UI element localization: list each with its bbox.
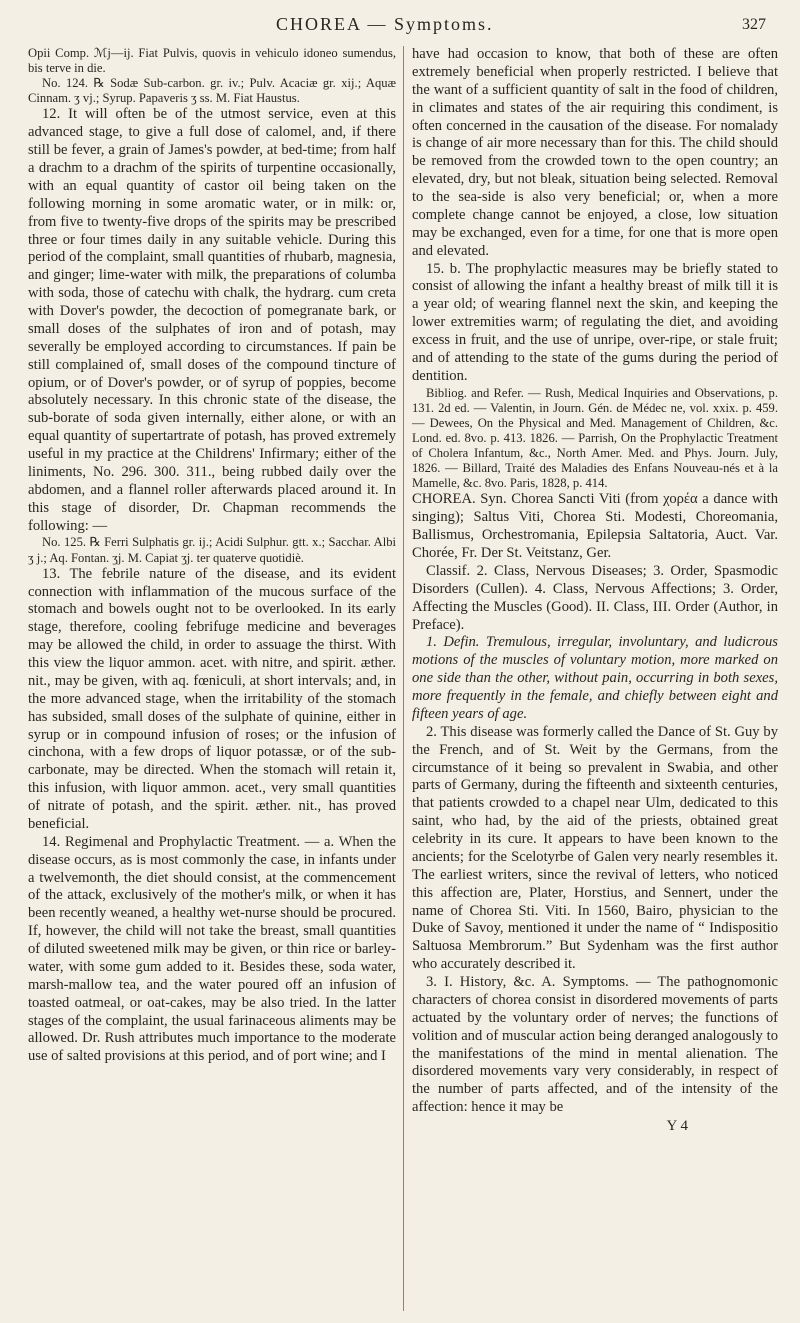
paragraph: No. 124. ℞ Sodæ Sub-carbon. gr. iv.; Pulv. Acaciæ gr. xij.; Aquæ Cinnam. ʒ vj.; Syrup. Papaveris ʒ ss. M. Fiat Haustus.	[28, 76, 396, 106]
left-column	[28, 46, 396, 1066]
paragraph: 3. I. History, &c. A. Symptoms. — The pathognomonic characters of chorea consist in disordered movements of parts actuated by the voluntary order of nerves; the functions of volition and of muscular action being deranged analogously to the manifestations of the mind in mental alienation. The disordered movements vary very considerably, in respect of the number of parts affected, and of the intensity of the affection: hence it may be	[412, 974, 778, 1116]
paragraph: have had occasion to know, that both of these are often extremely beneficial when properly restricted. I believe that the want of a sufficient quantity of salt in the food of children, in climates and states of the air requiring this condiment, is often concerned in the causation of the disease. For nomalady is change of air more necessary than for this. The child should be removed from the crowded town to the open country; an elevated, dry, but not bleak, situation being selected. Removal to the sea-side is also very beneficial; or, when a more complete change cannot be enjoyed, a close, low situation may be exchanged, even for a time, for one that is more open and elevated.	[412, 46, 778, 259]
page-header	[0, 10, 800, 40]
paragraph: No. 125. ℞ Ferri Sulphatis gr. ij.; Acidi Sulphur. gtt. x.; Sacchar. Albi ʒ j.; Aq. Fontan. ʒj. M. Capiat ʒj. ter quaterve quotidiè.	[28, 535, 396, 565]
paragraph: 15. b. The prophylactic measures may be briefly stated to consist of allowing the infant a healthy breast of milk till it is a year old; of wearing flannel next the skin, and keeping the lower extremities warm; of regulating the diet, and avoiding excess in fruit, and the use of unripe, over-ripe, or stale fruit; and of attending to the state of the gums during the period of dentition.	[412, 260, 778, 384]
column-divider	[403, 46, 404, 1311]
paragraph: 14. Regimenal and Prophylactic Treatment. — a. When the disease occurs, as is most commonly the case, in infants under a twelvemonth, the diet should consist, at the commencement of the attack, exclusively of the mother's milk, or when it has been recently weaned, a healthy wet-nurse should be procured. If, however, the child will not take the breast, small quantities of diluted sweetened milk may be given, or thin rice or barley-water, with some gum added to it. Besides these, soda water, marsh-mallow tea, and the water poured off an infusion of toasted oatmeal, or oat-cakes, may be also tried. In the latter stages of the complaint, the usual farinaceous aliments may be allowed. Dr. Rush attributes much importance to the moderate use of salted provisions at this period, and of port wine; and I	[28, 833, 396, 1065]
paragraph: Y 4	[666, 1118, 688, 1135]
right-column	[412, 46, 778, 1135]
paragraph: CHOREA. Syn. Chorea Sancti Viti (from χορέα a dance with singing); Saltus Viti, Chorea Sti. Modesti, Choreomania, Ballismus, Orchestromania, Epilepsia Saltatoria, Auct. Var. Chorée, Fr. Der St. Veitstanz, Ger.	[412, 491, 778, 562]
paragraph: 12. It will often be of the utmost service, even at this advanced stage, to give a full dose of calomel, and, if there still be fever, a grain of James's powder, at bed-time; from half a drachm to a drachm of the spirits of turpentine occasionally, with an equal quantity of castor oil being taken on the following morning in some aromatic water, or in milk: or, from five to twenty-five drops of the spirits may be prescribed three or four times daily in any suitable vehicle. During this period of the complaint, small quantities of rhubarb, magnesia, and ginger; lime-water with milk, the preparations of columba with soda, those of catechu with chalk, the hydrarg. cum creta with Dover's powder, the decoction of pomegranate bark, or small doses of the sulphates of iron and of potash, may severally be employed according to circumstances. If pain be still complained of, small doses of the compound tincture of opium, or of Dover's powder, or of syrup of poppies, become absolutely necessary. In this chronic state of the disease, the sub-borate of soda given internally, either alone, or with an equal quantity of supertartrate of potash, has proved extremely useful in my practice at the Childrens' Infirmary; either of the liniments, No. 296. 300. 311., being rubbed daily over the abdomen, and a flannel roller afterwards placed around it. In this stage of disorder, Dr. Chapman recommends the following: —	[28, 106, 396, 534]
paragraph: 13. The febrile nature of the disease, and its evident connection with inflammation of the mucous surface of the stomach and bowels ought not to be overlooked. In its early stage, therefore, cooling febrifuge medicine and beverages may be allowed the child, in order to assuage the thirst. With this view the liquor ammon. acet. with nitre, and spirit. æther. nit., may be given, with aq. fœniculi, at short intervals; and, in the more advanced stage, when the irritability of the stomach has subsided, small doses of the sulphate of quinine, either in syrup or in compound infusion of roses; or the infusion of cinchona, with a few drops of liquor potassæ, or of the sub-carbonate, may be directed. When the stomach will retain it, this infusion, with liquor ammon. acet., very small quantities of nitrate of potash, and the spirit. æther. nit., has proved beneficial.	[28, 565, 396, 832]
running-title: CHOREA — Symptoms.	[276, 14, 494, 34]
paragraph: Bibliog. and Refer. — Rush, Medical Inquiries and Observations, p. 131. 2d ed. — Valentin, in Journ. Gén. de Médec ne, vol. xxix. p. 459. — Dewees, On the Physical and Med. Management of Children, &c. Lond. ed. 8vo. p. 413. 1826. — Parrish, On the Prophylactic Treatment of Cholera Infantum, &c., North Amer. Med. and Phys. Journ. July, 1826. — Billard, Traité des Maladies des Enfans Nouveau-nés et à la Mamelle, &c. 8vo. Paris, 1828, p. 414.	[412, 385, 778, 491]
paragraph: Opii Comp. ℳj—ij. Fiat Pulvis, quovis in vehiculo idoneo sumendus, bis terve in die.	[28, 46, 396, 76]
page-number: 327	[742, 16, 766, 33]
paragraph: 2. This disease was formerly called the Dance of St. Guy by the French, and of St. Weit by the Germans, from the circumstance of it being so prevalent in Swabia, and other parts of Germany, during the fifteenth and sixteenth centuries, that patients crowded to a chapel near Ulm, dedicated to this saint, who had, by the aid of the priests, obtained great celebrity in its cure. It appears to have been known to the ancients; for the Scelotyrbe of Galen very nearly resembles it. The earliest writers, since the revival of letters, who noticed this affection are, Plater, Horstius, and Sennert, under the name of Chorea Sti. Viti. In 1560, Bairo, physician to the Duke of Savoy, mentioned it under the name of “ Indispositio Saltuosa Membrorum.” But Sydenham was the first author who accurately described it.	[412, 723, 778, 973]
paragraph: 1. Defin. Tremulous, irregular, involuntary, and ludicrous motions of the muscles of voluntary motion, more marked on one side than the other, without pain, occurring in both sexes, more frequently in the female, and chiefly between eight and fifteen years of age.	[412, 634, 778, 722]
paragraph: Classif. 2. Class, Nervous Diseases; 3. Order, Spasmodic Disorders (Cullen). 4. Class, Nervous Affections; 3. Order, Affecting the Muscles (Good). II. Class, III. Order (Author, in Preface).	[412, 562, 778, 633]
